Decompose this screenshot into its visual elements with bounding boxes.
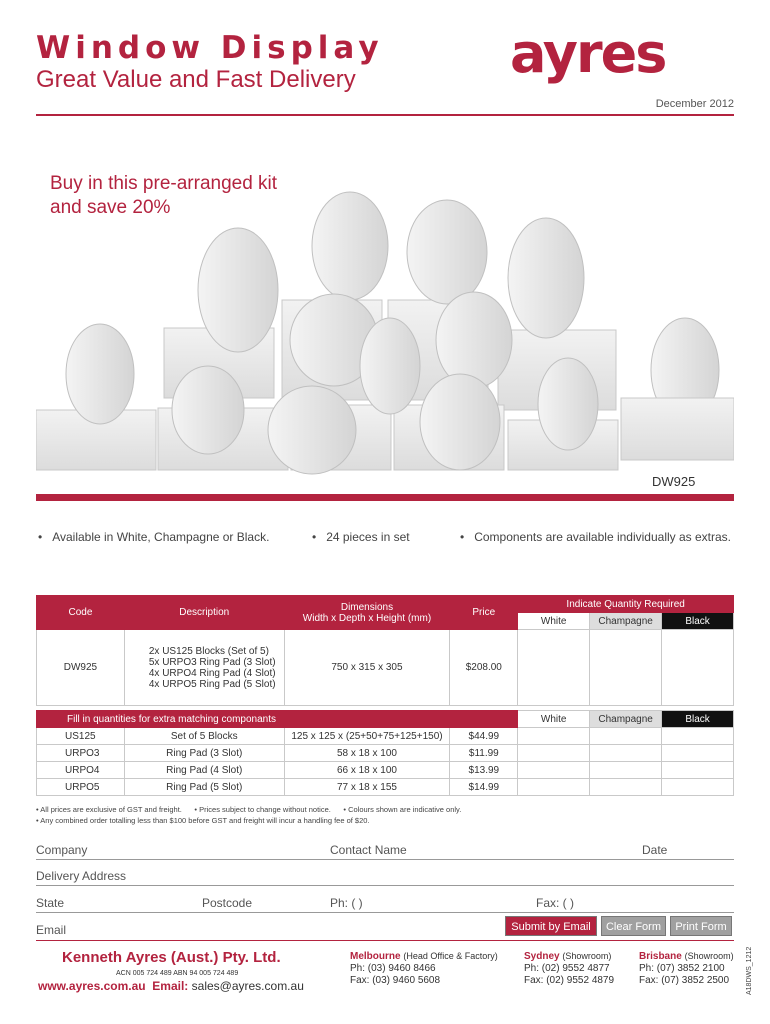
header-dimensions: Dimensions Width x Depth x Height (mm) [284, 596, 450, 630]
extras-colour-champagne: Champagne [590, 711, 662, 728]
qty-black-input[interactable] [662, 630, 734, 706]
feature-extras: • Components are available individually as extras. [460, 530, 732, 544]
promo-text [50, 172, 350, 220]
qty-input[interactable] [590, 779, 662, 796]
row-description: 2x US125 Blocks (Set of 5) 5x URPO3 Ring Pad (3 Slot) 4x URPO4 Ring Pad (4 Slot) 4x URPO5 Ring Pad (5 Slot) [124, 630, 284, 706]
header-quantity: Indicate Quantity Required [518, 596, 734, 613]
colour-white: White [518, 613, 590, 630]
office-melbourne: Melbourne (Head Office & Factory) Ph: (03) 9460 8466 Fax: (03) 9460 5608 [350, 951, 498, 986]
qty-input[interactable] [518, 762, 590, 779]
extras-colour-white: White [518, 711, 590, 728]
print-form-button[interactable]: Print Form [670, 916, 732, 936]
extras-heading: Fill in quantities for extra matching componants [37, 711, 518, 728]
qty-input[interactable] [662, 779, 734, 796]
qty-white-input[interactable] [518, 630, 590, 706]
company-label: Company [36, 843, 88, 857]
phone-label: Ph: ( ) [330, 896, 363, 910]
footer-divider [36, 940, 734, 941]
date-label: Date [642, 843, 668, 857]
kit-pricing-table [36, 595, 734, 706]
contact-links: www.ayres.com.au Email: sales@ayres.com.au [38, 979, 304, 993]
state-field[interactable] [36, 912, 734, 913]
header-description: Description [124, 596, 284, 630]
office-sydney: Sydney (Showroom) Ph: (02) 9552 4877 Fax: (02) 9552 4879 [524, 951, 615, 986]
state-label: State [36, 896, 65, 910]
email-label: Email [36, 923, 67, 937]
office-brisbane: Brisbane (Showroom) Ph: (07) 3852 2100 Fax: (07) 3852 2500 [639, 951, 734, 986]
table-row: US125 Set of 5 Blocks 125 x 125 x (25+50+75+125+150) $44.99 [37, 728, 734, 745]
product-photo [36, 190, 734, 490]
header-divider [36, 114, 734, 116]
qty-input[interactable] [662, 728, 734, 745]
qty-input[interactable] [518, 745, 590, 762]
qty-input[interactable] [590, 745, 662, 762]
company-name: Kenneth Ayres (Aust.) Pty. Ltd. [62, 949, 281, 966]
terms-notes: • All prices are exclusive of GST and freight. • Prices subject to change without notice. • Colours shown are indicative only. • Any combined order totalling less than $100 before GST and freight will incur a handling fee of $20. [36, 805, 462, 825]
document-code: A18DWS_1212 [746, 946, 753, 995]
feature-pieces: • 24 pieces in set [312, 530, 410, 544]
qty-champagne-input[interactable] [590, 630, 662, 706]
website-link[interactable]: www.ayres.com.au [38, 979, 146, 993]
table-row [37, 630, 734, 706]
issue-date: December 2012 [655, 98, 734, 110]
extras-colour-black: Black [662, 711, 734, 728]
product-code: DW925 [652, 474, 696, 489]
header-price: Price [450, 596, 518, 630]
colour-champagne: Champagne [590, 613, 662, 630]
extras-table [36, 710, 734, 796]
photo-bar [36, 494, 734, 501]
header-code: Code [37, 596, 125, 630]
postcode-label: Postcode [202, 896, 253, 910]
colour-black: Black [662, 613, 734, 630]
table-row: URPO3 Ring Pad (3 Slot) 58 x 18 x 100 $11.99 [37, 745, 734, 762]
qty-input[interactable] [518, 779, 590, 796]
row-price: $208.00 [450, 630, 518, 706]
table-row: URPO5 Ring Pad (5 Slot) 77 x 18 x 155 $14.99 [37, 779, 734, 796]
qty-input[interactable] [590, 728, 662, 745]
table-row: URPO4 Ring Pad (4 Slot) 66 x 18 x 100 $13.99 [37, 762, 734, 779]
qty-input[interactable] [518, 728, 590, 745]
clear-form-button[interactable]: Clear Form [601, 916, 666, 936]
page-subtitle: Great Value and Fast Delivery [36, 66, 356, 93]
submit-by-email-button[interactable]: Submit by Email [505, 916, 597, 936]
ayres-logo [506, 26, 728, 94]
page-title: Window Display [36, 30, 384, 66]
company-numbers: ACN 005 724 489 ABN 94 005 724 489 [116, 970, 239, 977]
company-field[interactable] [36, 859, 734, 860]
delivery-address-field[interactable] [36, 885, 734, 886]
qty-input[interactable] [662, 762, 734, 779]
svg-text:ayres: ayres [510, 26, 666, 85]
delivery-address-label: Delivery Address [36, 869, 127, 883]
feature-colours: • Available in White, Champagne or Black. [38, 530, 270, 544]
promo-line-1: Buy in this pre-arranged kit [50, 173, 278, 194]
contact-name-label: Contact Name [330, 843, 407, 857]
row-code: DW925 [37, 630, 125, 706]
fax-label: Fax: ( ) [536, 896, 574, 910]
qty-input[interactable] [662, 745, 734, 762]
email-link[interactable]: sales@ayres.com.au [191, 979, 304, 993]
row-dimensions: 750 x 315 x 305 [284, 630, 450, 706]
promo-line-2: and save 20% [50, 197, 171, 218]
qty-input[interactable] [590, 762, 662, 779]
